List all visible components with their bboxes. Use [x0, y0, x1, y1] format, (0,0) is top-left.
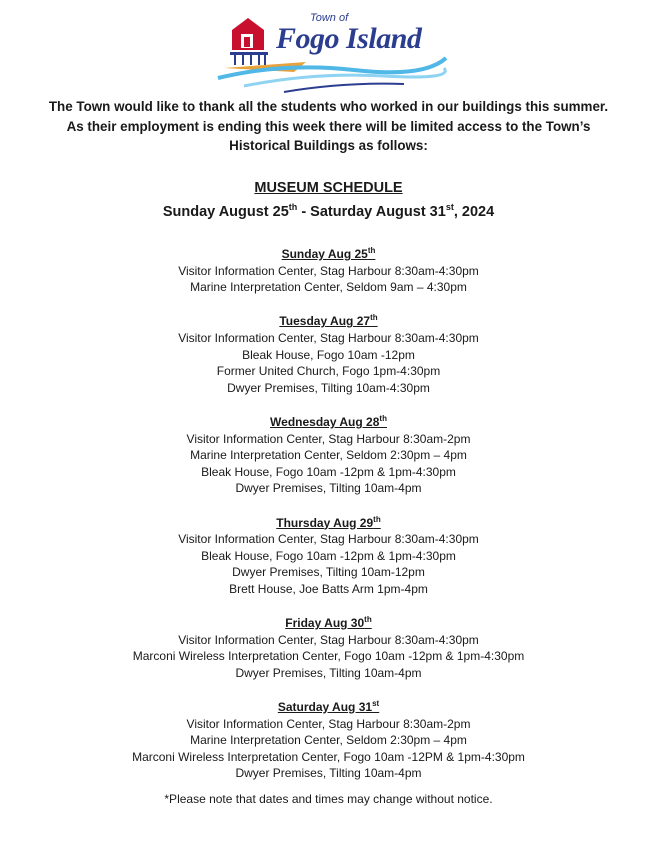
logo-town-of: Town of — [310, 12, 349, 24]
schedule-entry: Marine Interpretation Center, Seldom 2:30pm – 4pm — [190, 733, 467, 748]
schedule-entry: Dwyer Premises, Tilting 10am-12pm — [232, 565, 425, 580]
date-year: , 2024 — [453, 203, 495, 220]
day-heading: Thursday Aug 29th — [276, 514, 381, 530]
date-end-suffix: st — [445, 202, 454, 212]
date-separator: - Saturday August 31 — [297, 203, 446, 220]
day-block-friday — [0, 612, 657, 681]
schedule-date-range — [0, 202, 657, 220]
day-block-thursday — [0, 512, 657, 598]
schedule-entry: Dwyer Premises, Tilting 10am-4pm — [235, 665, 422, 680]
day-block-sunday — [0, 243, 657, 296]
schedule-entry: Visitor Information Center, Stag Harbour 8:30am-4:30pm — [178, 330, 479, 345]
schedule-entry: Dwyer Premises, Tilting 10am-4pm — [235, 481, 422, 496]
schedule-entry: Bleak House, Fogo 10am -12pm & 1pm-4:30pm — [201, 464, 456, 479]
schedule-entry: Dwyer Premises, Tilting 10am-4:30pm — [227, 380, 430, 395]
intro-paragraph: The Town would like to thank all the students who worked in our buildings this summer. As their employment is ending this week there will be limited access to the Town’s Historical Buildings as follows: — [48, 99, 609, 153]
date-start-suffix: th — [288, 202, 298, 212]
day-heading: Friday Aug 30th — [285, 615, 372, 631]
schedule-entry: Visitor Information Center, Stag Harbour 8:30am-4:30pm — [178, 632, 479, 647]
schedule-title: MUSEUM SCHEDULE — [254, 180, 403, 196]
schedule-entry: Marine Interpretation Center, Seldom 2:30pm – 4pm — [190, 448, 467, 463]
day-block-tuesday — [0, 310, 657, 396]
day-heading: Saturday Aug 31st — [277, 699, 380, 715]
schedule-entry: Dwyer Premises, Tilting 10am-4pm — [235, 766, 422, 781]
day-heading: Wednesday Aug 28th — [270, 413, 387, 429]
schedule-entry: Marconi Wireless Interpretation Center, Fogo 10am -12PM & 1pm-4:30pm — [132, 749, 525, 764]
schedule-entry: Visitor Information Center, Stag Harbour 8:30am-4:30pm — [178, 532, 479, 547]
schedule-entry: Brett House, Joe Batts Arm 1pm-4pm — [229, 581, 428, 596]
town-logo — [214, 12, 450, 96]
schedule-entry: Visitor Information Center, Stag Harbour 8:30am-4:30pm — [178, 263, 479, 278]
schedule-list — [0, 243, 657, 797]
day-heading: Sunday Aug 25th — [281, 246, 376, 261]
date-start: Sunday August 25 — [162, 203, 289, 220]
schedule-entry: Marconi Wireless Interpretation Center, Fogo 10am -12pm & 1pm-4:30pm — [132, 649, 525, 664]
day-block-wednesday — [0, 411, 657, 497]
schedule-entry: Bleak House, Fogo 10am -12pm & 1pm-4:30pm — [201, 548, 456, 563]
schedule-entry: Former United Church, Fogo 1pm-4:30pm — [216, 364, 441, 379]
logo-name: Fogo Island — [276, 22, 422, 55]
day-heading: Tuesday Aug 27th — [279, 313, 378, 329]
schedule-entry: Bleak House, Fogo 10am -12pm — [242, 347, 415, 362]
disclaimer-note: *Please note that dates and times may change without notice. — [164, 792, 493, 806]
day-block-saturday — [0, 696, 657, 782]
schedule-entry: Marine Interpretation Center, Seldom 9am – 4:30pm — [190, 280, 467, 295]
schedule-entry: Visitor Information Center, Stag Harbour 8:30am-2pm — [186, 716, 471, 731]
schedule-entry: Visitor Information Center, Stag Harbour 8:30am-2pm — [186, 431, 471, 446]
